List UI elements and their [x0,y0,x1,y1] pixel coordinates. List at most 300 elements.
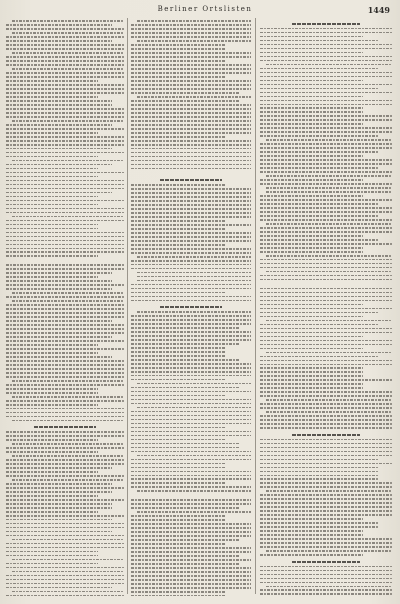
text-line [6,324,124,326]
text-line [260,247,363,249]
text-line [260,267,392,269]
text-line [6,100,112,102]
text-line [6,451,98,453]
text-line [131,44,225,46]
text-line [6,80,98,82]
text-line [6,84,124,86]
text-line [260,151,379,153]
text-line [12,443,124,445]
text-line [260,407,392,409]
text-line [131,68,251,70]
text-line [6,404,98,406]
text-line [137,511,251,513]
text-line [6,531,112,533]
text-line [260,171,392,173]
text-line [260,542,392,544]
text-line [131,482,225,484]
text-line [260,159,392,161]
text-line [260,288,392,290]
text-line [6,184,124,186]
text-line [260,482,392,484]
text-line [6,475,124,477]
text-line [131,403,251,405]
text-line [6,491,112,493]
text-line [6,435,124,437]
text-line [131,478,251,480]
text-line [6,124,112,126]
text-line [131,260,251,262]
text-line [131,236,251,238]
text-line [131,527,251,529]
text-line [6,308,124,310]
text-line [6,332,124,334]
text-line [266,490,392,492]
text-line [131,132,251,134]
page-number: 1449 [367,5,390,15]
text-line [260,275,392,277]
text-line [260,423,392,425]
text-line [12,300,124,302]
text-line [260,522,379,524]
text-line [131,64,251,66]
text-line [260,387,363,389]
text-line [6,459,124,461]
text-line [6,348,124,350]
text-line [131,507,239,509]
section-heading [160,179,222,181]
text-line [6,587,112,589]
text-line [131,296,251,298]
text-line [260,263,392,265]
text-line [131,204,251,206]
text-line [260,367,363,369]
text-line [6,304,124,306]
text-line [260,383,363,385]
text-line [260,360,392,362]
text-line [131,567,251,569]
text-line [260,510,392,512]
text-line [6,595,124,596]
text-line [131,184,225,186]
text-line [260,498,392,500]
running-title: Berliner Ortslisten [157,5,253,13]
text-line [137,490,251,492]
text-line [131,292,225,294]
text-line [260,76,392,78]
text-line [131,571,251,573]
running-head [0,5,400,17]
text-line [131,503,251,505]
text-line [260,593,392,595]
text-line [131,447,239,449]
text-line [131,539,239,541]
spacer [131,169,251,174]
spacer [6,257,124,262]
text-line [6,463,124,465]
text-line [12,32,124,34]
text-line [266,586,392,588]
text-line [6,499,124,501]
text-line [260,589,392,591]
text-line [131,519,225,521]
text-line [260,419,392,421]
text-line [260,467,379,469]
text-line [260,391,392,393]
text-line [260,127,392,129]
text-line [260,104,392,106]
text-line [260,328,392,330]
spacer [131,492,251,497]
text-line [260,52,363,54]
text-line [12,68,124,70]
text-line [131,300,251,302]
text-line [131,551,251,553]
text-line [6,384,124,386]
text-line [131,439,225,441]
text-line [260,163,392,165]
text-line [131,244,225,246]
text-line [6,388,98,390]
text-line [6,471,98,473]
text-line [131,144,251,146]
text-line [6,248,124,250]
text-line [131,104,251,106]
text-line [260,211,392,213]
text-line [12,591,124,593]
text-line [260,364,392,366]
text-line [6,116,124,118]
text-line [137,455,251,457]
text-line [260,259,392,261]
text-line [6,340,124,342]
text-line [131,168,251,170]
text-line [6,296,124,298]
text-line [6,284,124,286]
text-line [260,279,392,281]
text-line [6,467,112,469]
text-line [137,256,251,258]
text-line [131,48,225,50]
text-line [260,239,379,241]
text-line [131,575,251,577]
text-line [131,343,239,345]
text-line [12,380,124,382]
text-line [6,128,124,130]
text-line [266,352,392,354]
section-heading [34,426,95,428]
text-line [260,566,392,568]
text-line [6,96,98,98]
text-line [12,52,124,54]
text-line [6,56,124,58]
section-heading [292,561,361,563]
text-line [131,535,251,537]
text-line [260,72,392,74]
text-line [131,415,251,417]
text-line [131,80,251,82]
text-line [131,463,225,465]
text-line [131,431,251,433]
text-line [6,272,112,274]
text-line [131,288,251,290]
text-line [266,223,392,225]
text-line [131,240,251,242]
text-line [131,28,251,30]
text-line [131,216,251,218]
text-line [6,503,112,505]
text-line [12,559,124,561]
text-line [131,156,251,158]
text-line [131,375,251,377]
text-line [131,427,225,429]
text-line [260,155,363,157]
text-line [266,320,392,322]
text-line [131,339,251,341]
text-line [131,475,251,477]
text-line [131,379,225,381]
text-line [260,111,363,113]
text-line [260,215,379,217]
text-line [6,112,124,114]
text-line [260,451,392,453]
text-line [6,336,112,338]
text-line [131,543,225,545]
text-line [260,526,379,528]
text-line [260,447,392,449]
text-line [131,359,239,361]
text-line [131,228,225,230]
text-line [6,76,124,78]
text-line [6,523,124,525]
text-line [6,164,112,166]
text-line [131,587,251,589]
text-line [266,175,392,177]
text-line [131,232,251,234]
text-line [131,208,251,210]
text-line [6,288,112,290]
text-line [6,320,112,322]
text-line [260,395,392,397]
text-line [131,471,251,473]
text-line [6,176,98,178]
text-line [131,395,225,397]
text-line [260,486,392,488]
text-line [131,36,251,38]
text-line [260,227,392,229]
text-line [131,124,251,126]
text-line [260,231,392,233]
text-line [6,312,124,314]
text-line [6,24,112,26]
text-line [6,44,124,46]
text-line [6,364,124,366]
text-line [6,208,124,210]
text-line [6,188,124,190]
text-line [131,486,251,488]
text-line [260,60,392,62]
text-line [137,272,251,274]
text-line [6,204,98,206]
text-line [131,148,251,150]
text-line [260,183,392,185]
text-line [260,312,379,314]
text-line [260,195,363,197]
text-line [260,203,379,205]
text-line [131,515,225,517]
text-line [131,499,251,501]
text-line [6,232,124,234]
text-line [260,332,392,334]
text-line [6,92,124,94]
text-line [260,344,392,346]
text-line [131,591,225,593]
text-line [260,506,392,508]
text-line [260,518,363,520]
text-line [260,44,392,46]
text-line [131,363,251,365]
text-line [260,84,392,86]
text-line [260,292,392,294]
text-line [6,168,98,170]
text-line [260,235,363,237]
text-line [6,88,124,90]
text-line [137,311,251,313]
text-line [12,539,124,541]
text-line [6,447,124,449]
text-line [6,156,98,158]
text-line [6,152,124,154]
text-line [131,108,251,110]
text-line [260,199,392,201]
text-line [260,80,363,82]
text-line [260,68,379,70]
text-line [131,60,225,62]
text-line [6,352,98,354]
column-rule [127,18,128,594]
text-line [260,167,379,169]
text-line [260,439,392,441]
text-line [6,356,112,358]
text-line [260,36,363,38]
text-line [131,467,225,469]
text-line [6,236,124,238]
text-line [131,323,251,325]
text-line [260,88,379,90]
text-line [131,196,251,198]
text-line [260,304,363,306]
text-line [260,100,392,102]
text-line [131,136,225,138]
text-line [6,180,124,182]
text-line [6,228,98,230]
text-line [131,92,239,94]
text-line [131,547,251,549]
text-line [260,546,392,548]
text-line [6,495,98,497]
text-line [6,64,124,66]
text-line [260,578,392,580]
text-line [260,115,392,117]
text-line [131,423,251,425]
text-line [131,200,251,202]
text-line [6,575,124,577]
text-line [131,72,251,74]
text-line [131,120,251,122]
text-line [6,255,98,257]
text-line [12,571,124,573]
text-line [131,248,251,250]
text-line [131,88,251,90]
text-line [260,375,363,377]
text-line [6,132,98,134]
text-line [12,120,124,122]
text-line [266,550,392,552]
text-line [260,56,392,58]
text-line [6,439,98,441]
text-line [131,579,251,581]
text-line [131,164,251,166]
text-line [260,251,363,253]
text-line [131,252,251,254]
text-line [6,507,112,509]
text-line [131,327,239,329]
text-line [260,324,379,326]
text-line [6,511,98,513]
text-line [6,563,98,565]
text-line [6,60,124,62]
text-line [6,28,124,30]
text-line [131,212,251,214]
text-line [131,319,251,321]
text-line [137,96,251,98]
text-line [6,519,112,521]
text-line [260,123,363,125]
text-line [260,443,392,445]
text-line [131,387,239,389]
text-line [266,187,392,189]
text-line [137,407,251,409]
text-line [131,419,251,421]
text-line [260,243,392,245]
text-line [6,36,124,38]
text-line [131,559,251,561]
text-line [6,276,98,278]
text-line [260,403,392,405]
text-line [260,119,392,121]
text-line [260,40,379,42]
text-line [6,328,124,330]
text-line [260,554,363,556]
text-line [6,408,124,410]
text-line [6,583,124,585]
text-line [266,255,392,257]
text-line [131,563,239,565]
text-line [6,140,124,142]
text-line [131,268,251,270]
section-heading [292,434,361,436]
text-line [12,20,124,22]
text-line [6,104,112,106]
text-line [260,316,363,318]
text-line [260,379,392,381]
text-line [6,344,98,346]
text-line [131,411,251,413]
text-line [260,92,392,94]
text-line [6,515,124,517]
text-line [6,212,124,214]
text-line [12,455,124,457]
text-line [6,268,124,270]
